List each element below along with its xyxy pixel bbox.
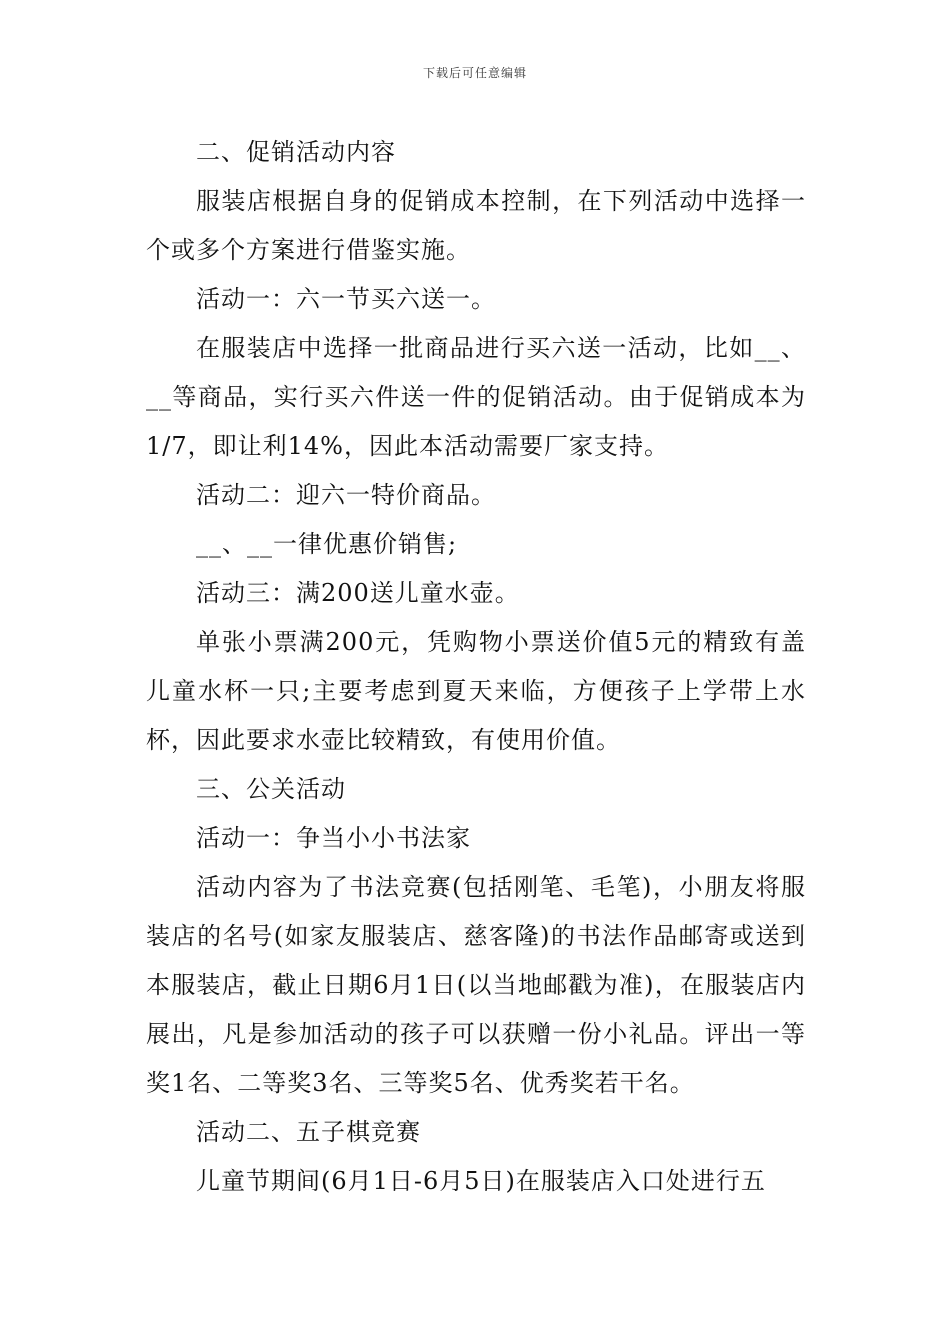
section-heading-promotion: 二、促销活动内容 — [196, 138, 396, 166]
activity-heading-3: 活动三：满200送儿童水壶。 — [196, 579, 520, 607]
paragraph-pr-activity-2: 儿童节期间(6月1日-6月5日)在服装店入口处进行五 — [196, 1167, 766, 1195]
document-body — [146, 128, 806, 1206]
activity-heading-1: 活动一：六一节买六送一。 — [196, 285, 496, 313]
paragraph-activity-2: __、__一律优惠价销售; — [196, 530, 458, 558]
pr-activity-heading-2: 活动二、五子棋竞赛 — [196, 1118, 421, 1146]
activity-heading-2: 活动二：迎六一特价商品。 — [196, 481, 496, 509]
paragraph-activity-1: 在服装店中选择一批商品进行买六送一活动，比如__、__等商品，实行买六件送一件的促销活动。由于促销成本为1/7，即让利14%，因此本活动需要厂家支持。 — [146, 334, 806, 460]
section-heading-pr: 三、公关活动 — [196, 775, 346, 803]
paragraph-pr-activity-1: 活动内容为了书法竞赛(包括刚笔、毛笔)，小朋友将服装店的名号(如家友服装店、慈客隆)的书法作品邮寄或送到本服装店，截止日期6月1日(以当地邮戳为准)，在服装店内展出，凡是参加活动的孩子可以获赠一份小礼品。评出一等奖1名、二等奖3名、三等奖5名、优秀奖若干名。 — [146, 873, 806, 1097]
paragraph-activity-3: 单张小票满200元，凭购物小票送价值5元的精致有盖儿童水杯一只;主要考虑到夏天来临，方便孩子上学带上水杯，因此要求水壶比较精致，有使用价值。 — [146, 628, 806, 754]
paragraph-intro: 服装店根据自身的促销成本控制，在下列活动中选择一个或多个方案进行借鉴实施。 — [146, 187, 806, 264]
page-header: 下载后可任意编辑 — [422, 66, 527, 80]
pr-activity-heading-1: 活动一：争当小小书法家 — [196, 824, 471, 852]
